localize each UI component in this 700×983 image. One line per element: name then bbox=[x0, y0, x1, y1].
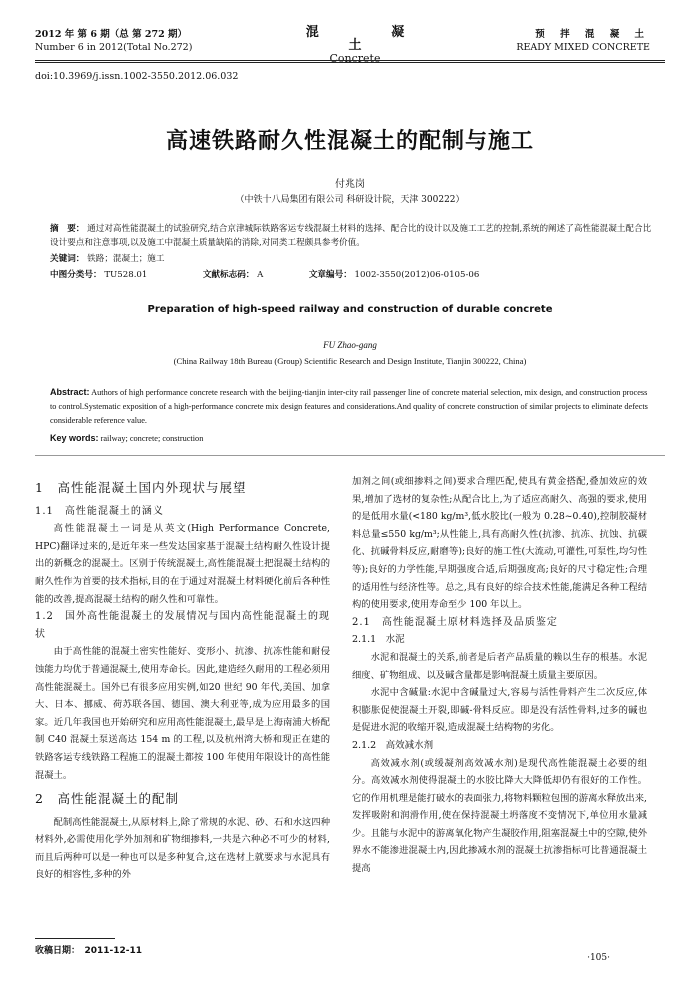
keywords-cn bbox=[50, 252, 655, 266]
classification bbox=[50, 268, 655, 282]
section-1-heading: 1 高性能混凝土国内外现状与展望 bbox=[35, 480, 247, 495]
section-name-en: READY MIXED CONCRETE bbox=[516, 42, 650, 53]
journal-issue bbox=[35, 28, 255, 54]
journal-name-cn: 混 凝 土 bbox=[305, 25, 439, 53]
keywords-en-label: Key words: bbox=[50, 433, 99, 443]
clc-value: TU528.01 bbox=[104, 270, 148, 280]
keywords-en-text: railway; concrete; construction bbox=[100, 434, 204, 443]
doi: doi:10.3969/j.issn.1002-3550.2012.06.032 bbox=[35, 71, 239, 82]
doc-code-value: A bbox=[257, 270, 264, 280]
paragraph: 高性能混凝土一词是从英文(High Performance Concrete, HPC)翻译过来的,是近年来一些发达国家基于混凝土结构耐久性设计提出的新概念的混凝土。区别于传统混凝土,高性能混凝土把混凝土结构的耐久性作为首要的技术指标,目的在于通过对混凝土材料硬化前后各种性能的改善,提高混凝土结构的耐久性和可靠性。 bbox=[35, 523, 330, 605]
affiliation: （中铁十八局集团有限公司 科研设计院，天津 300222） bbox=[235, 195, 465, 205]
abstract-en-label: Abstract: bbox=[50, 387, 90, 397]
abstract-en bbox=[50, 385, 655, 428]
page-title: 高速铁路耐久性混凝土的配制与施工 bbox=[165, 129, 534, 154]
body-right-column bbox=[352, 473, 647, 878]
abstract-divider bbox=[35, 455, 665, 456]
abstract-cn-text: 通过对高性能混凝土的试验研究,结合京津城际铁路客运专线混凝土材料的选择、配合比的设计以及施工工艺的控制,系统的阐述了高性能混凝土配合比设计要点和注意事项,以及施工中混凝土质量缺陷的消除,对同类工程颇具参考价值。 bbox=[50, 224, 652, 248]
clc-label: 中图分类号： bbox=[50, 270, 102, 280]
page-number: ·105· bbox=[587, 953, 610, 963]
issue-en: Number 6 in 2012(Total No.272) bbox=[35, 42, 193, 53]
section-1-1-heading: 1.1 高性能混凝土的涵义 bbox=[35, 505, 164, 517]
abstract-cn bbox=[50, 222, 655, 250]
section-name bbox=[430, 28, 650, 54]
paragraph: 配制高性能混凝土,从原材料上,除了常规的水泥、砂、石和水这四种材料外,必需使用化学外加剂和矿物细掺料,一共是六种必不可少的材料,而且后两种可以是一种也可以是多种复合,这在选材上就要求与水泥具有良好的相容性,多种的外 bbox=[35, 816, 330, 881]
doc-code-label: 文献标志码： bbox=[202, 270, 255, 280]
article-no-label: 文章编号： bbox=[308, 270, 352, 280]
author: 付兆岗 bbox=[335, 179, 365, 190]
journal-name-en: Concrete bbox=[329, 52, 381, 65]
header-rule-thin bbox=[35, 62, 665, 63]
section-2-1-2-heading: 2.1.2 高效减水剂 bbox=[352, 739, 434, 751]
issue-cn: 2012 年 第 6 期（总 第 272 期） bbox=[35, 29, 188, 40]
article-no-value: 1002-3550(2012)06-0105-06 bbox=[354, 270, 480, 280]
section-2-1-heading: 2.1 高性能混凝土原材料选择及品质鉴定 bbox=[352, 616, 558, 628]
keywords-en bbox=[50, 431, 655, 446]
paragraph: 加剂之间(或细掺料之间)要求合理匹配,使具有黄金搭配,叠加效应的效果,增加了选材的复杂性;从配合比上,为了适应高耐久、高强的要求,使用的是低用水量(<180 kg/m³,低水胶比(一般为 0.28~0.40),控制胶凝材料总量≤550 kg/m³;从性能上,具有高耐久性(抗渗、抗冻、抗蚀、抗碳化、抗碱骨料反应,耐磨等);良好的施工性(大流动,可灌性,可泵性,均匀性等);良好的力学性能,早期强度合适,后期强度高;良好的尺寸稳定性;合理的适用性与经济性等。总之,具有良好的综合技术性能,能满足各种工程结构的使用要求,使用寿命至少 100 年以上。 bbox=[352, 476, 647, 611]
abstract-en-text: Authors of high performance concrete research with the beijing-tianjin inter-city rail passenger line of concrete material selection, mix design, and construction process to control.Systematic exposition of a high-performance concrete mix design features and considerations.And quality of concrete construction of similar projects to eliminate defects considerable reference value. bbox=[50, 388, 648, 425]
section-2-1-1-heading: 2.1.1 水泥 bbox=[352, 634, 405, 646]
english-title: Preparation of high-speed railway and construction of durable concrete bbox=[147, 304, 553, 315]
section-1-2-heading: 1.2 国外高性能混凝土的发展情况与国内高性能混凝土的现状 bbox=[35, 611, 330, 640]
english-author: FU Zhao-gang bbox=[323, 340, 377, 350]
abstract-cn-label: 摘 要： bbox=[50, 224, 85, 234]
paragraph: 高效减水剂(或缓凝剂高效减水剂)是现代高性能混凝土必要的组分。高效减水剂使得混凝土的水胶比降大大降低却仍有很好的工作性。它的作用机理是能打破水的表面张力,将物料颗粒包围的游离水释放出来,发挥吸附和润滑作用,使在保持混凝土坍落度不变情况下,单位用水量减少。且能与水泥中的游离氧化物产生凝胶作用,阻塞混凝土中的空隙,使外界水不能渗进混凝土内,因此掺减水剂的混凝土抗渗指标可比普通混凝土提高 bbox=[352, 757, 647, 875]
header-rule bbox=[35, 60, 665, 61]
paragraph: 水泥和混凝土的关系,前者是后者产品质量的赖以生存的根基。水泥细度、矿物组成、以及碱含量都是影响混凝土质量主要原因。 bbox=[352, 651, 647, 681]
keywords-cn-label: 关键词： bbox=[50, 254, 85, 264]
received-date: 收稿日期： 2011-12-11 bbox=[35, 946, 143, 956]
keywords-cn-text: 铁路；混凝土；施工 bbox=[87, 254, 165, 264]
paragraph: 由于高性能的混凝土密实性能好、变形小、抗渗、抗冻性能和耐侵蚀能力均优于普通混凝土,使用寿命长。因此,建造经久耐用的工程必须用高性能混凝土。国外已有很多应用实例,如20 世纪 90 年代,美国、加拿大、日本、挪威、荷苏联各国、德国、澳大利亚等,成为应用最多的国家。近几年我国也开始研究和应用高性能混凝土,最早是上海南浦大桥配制 C40 混凝土泵送高达 154 m 的工程,以及杭州湾大桥和现正在建的铁路客运专线铁路工程施工的混凝土都按 100 年使用年限设计的高性能混凝土。 bbox=[35, 646, 330, 781]
section-2-heading: 2 高性能混凝土的配制 bbox=[35, 791, 179, 807]
footnote-rule bbox=[35, 938, 115, 939]
body-left-column bbox=[35, 473, 330, 884]
paragraph: 水泥中含碱量:水泥中含碱量过大,容易与活性骨料产生二次反应,体积膨胀促使混凝土开裂,即碱-骨料反应。即是没有活性骨料,过多的碱也是促进水泥的收缩开裂,造成混凝土结构物的劣化。 bbox=[352, 687, 647, 734]
english-affiliation: (China Railway 18th Bureau (Group) Scientific Research and Design Institute, Tianjin 300222, China) bbox=[173, 356, 527, 366]
section-name-cn: 预 拌 混 凝 土 bbox=[535, 29, 650, 40]
